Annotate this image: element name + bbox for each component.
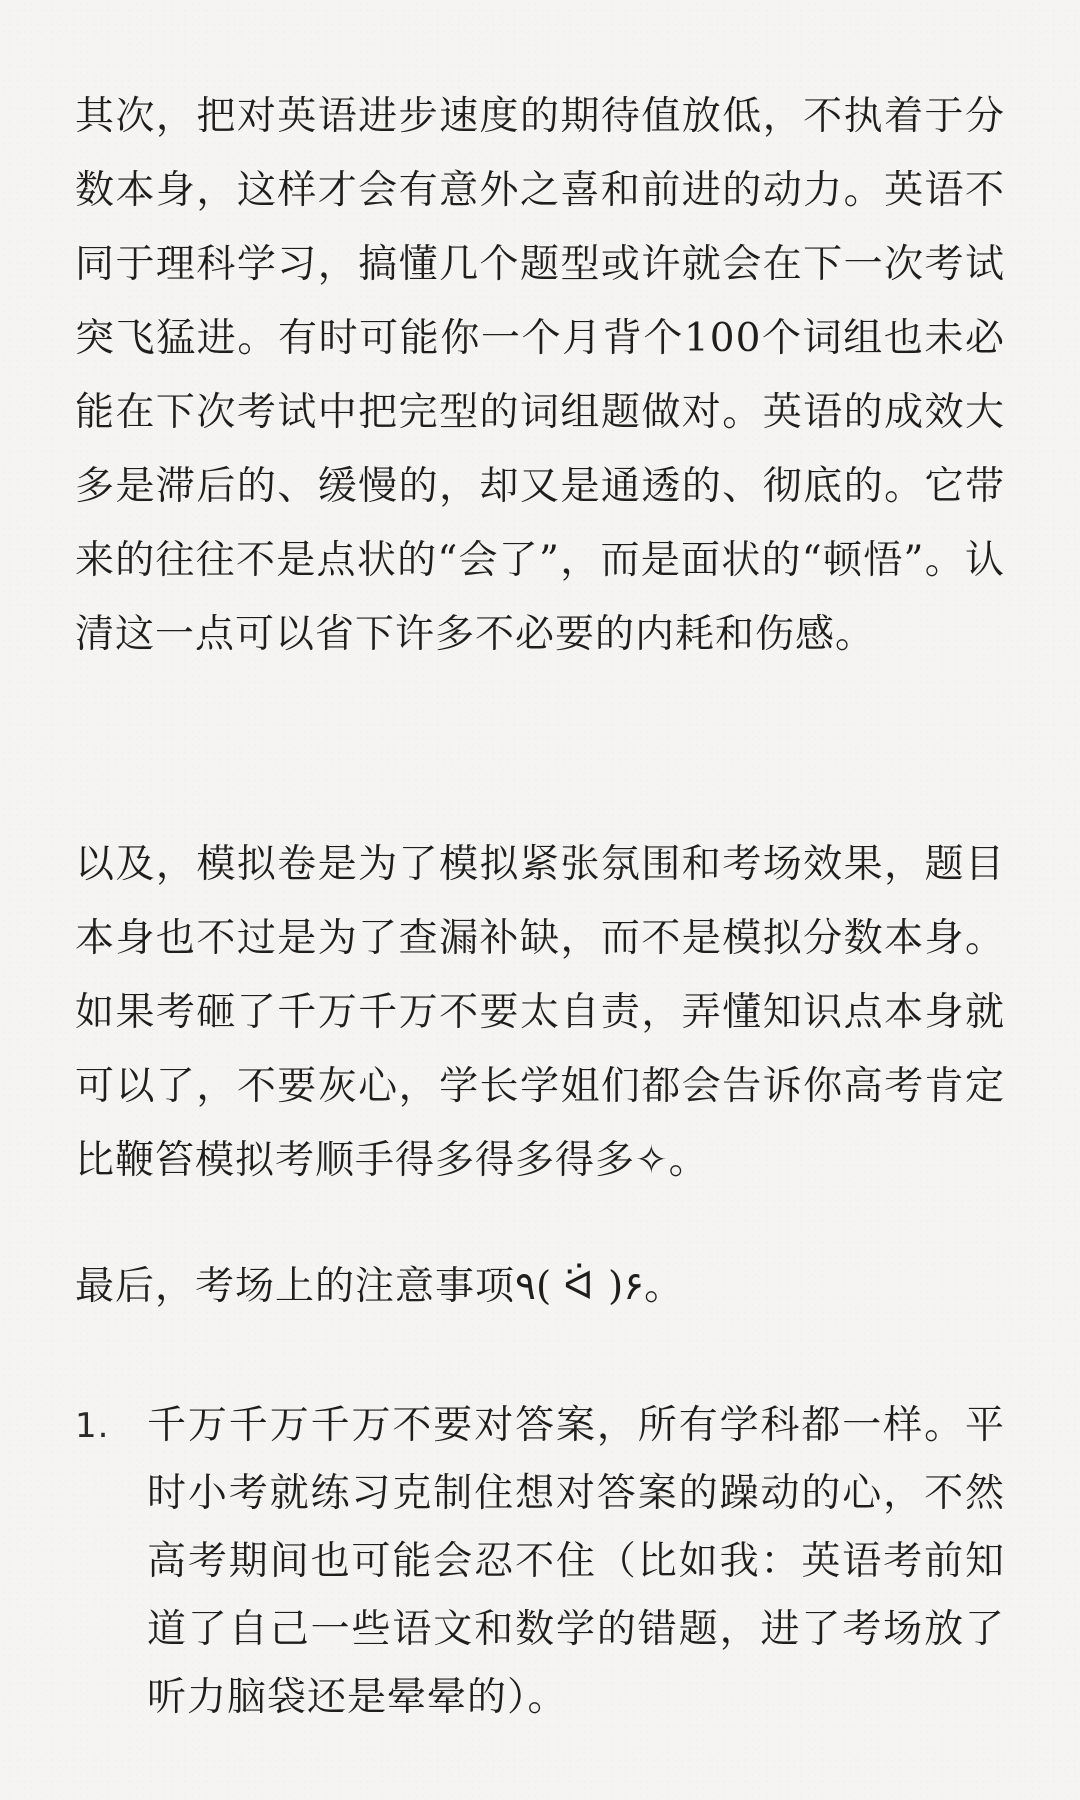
- exam-notes-list: [75, 1392, 1005, 1732]
- paragraph-mock-exams: 以及，模拟卷是为了模拟紧张氛围和考场效果，题目本身也不过是为了查漏补缺，而不是模拟分数本身。如果考砸了千万千万不要太自责，弄懂知识点本身就可以了，不要灰心，学长学姐们都会告诉你高考肯定比鞭笞模拟考顺手得多得多得多✧。: [75, 842, 1005, 1183]
- list-item: [75, 1392, 1005, 1732]
- paragraph-exam-notes-intro: 最后，考场上的注意事项٩( ᐛ )۶。: [75, 1264, 685, 1309]
- list-item-number: 1.: [75, 1406, 110, 1446]
- list-item-text: 千万千万千万不要对答案，所有学科都一样。平时小考就练习克制住想对答案的躁动的心，不然高考期间也可能会忍不住（比如我：英语考前知道了自己一些语文和数学的错题，进了考场放了听力脑袋还是晕晕的）。: [147, 1403, 1005, 1720]
- paragraph-expectations: 其次，把对英语进步速度的期待值放低，不执着于分数本身，这样才会有意外之喜和前进的动力。英语不同于理科学习，搞懂几个题型或许就会在下一次考试突飞猛进。有时可能你一个月背个100个词组也未必能在下次考试中把完型的词组题做对。英语的成效大多是滞后的、缓慢的，却又是通透的、彻底的。它带来的往往不是点状的“会了”，而是面状的“顿悟”。认清这一点可以省下许多不必要的内耗和伤感。: [75, 94, 1005, 657]
